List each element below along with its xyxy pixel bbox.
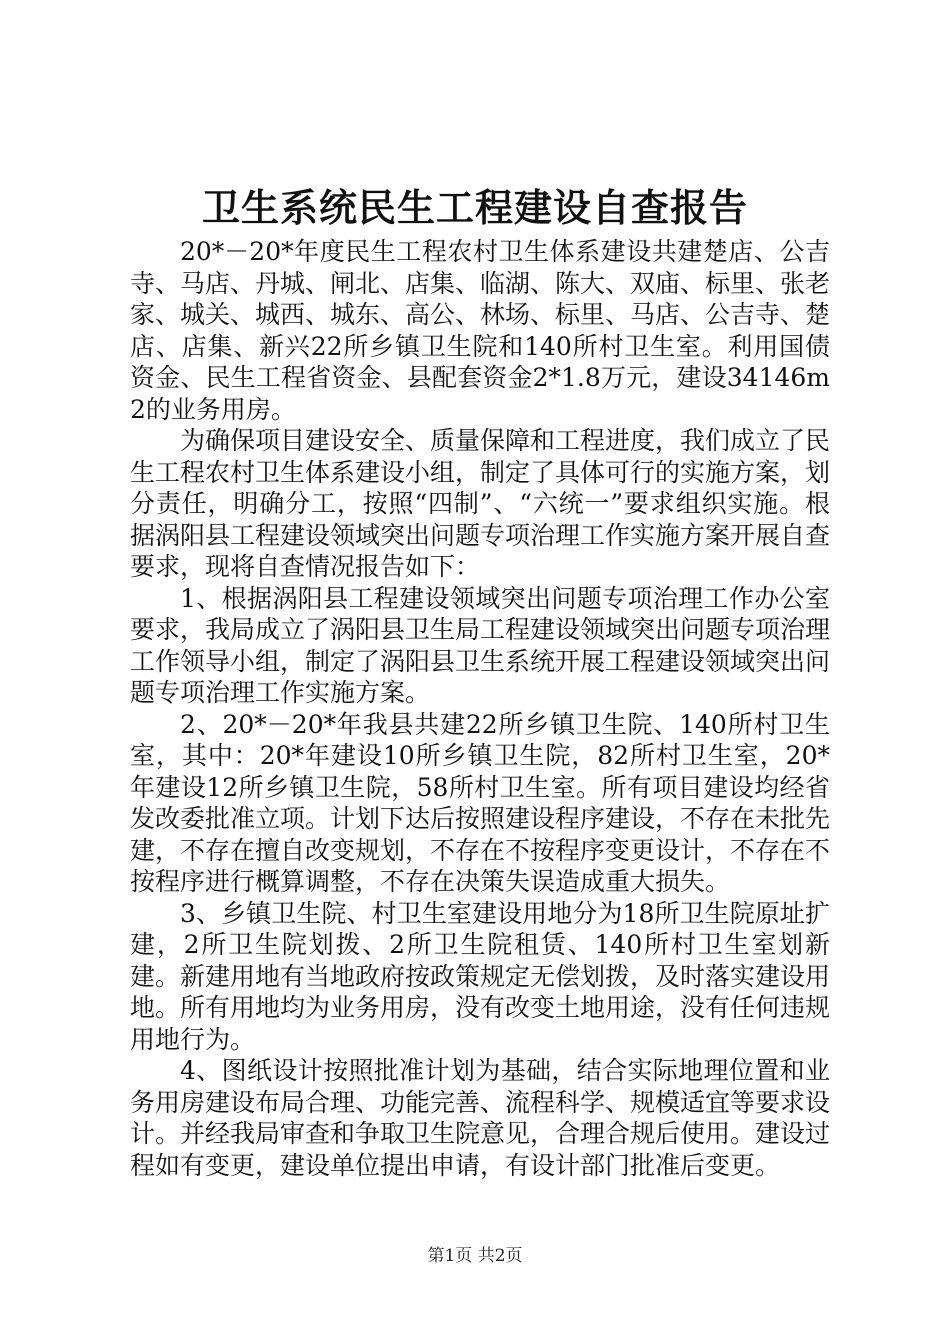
paragraph-intro: 20*－20*年度民生工程农村卫生体系建设共建楚店、公吉寺、马店、丹城、闸北、店集、临湖、陈大、双庙、标里、张老家、城关、城西、城东、高公、林场、标里、马店、公吉寺、楚店、店集、新兴22所乡镇卫生院和140所村卫生室。利用国债资金、民生工程省资金、县配套资金2*1.8万元，建设34146m2的业务用房。: [130, 237, 831, 424]
paragraph-item-3: 3、乡镇卫生院、村卫生室建设用地分为18所卫生院原址扩建，2所卫生院划拨、2所卫生院租赁、140所村卫生室划新建。新建用地有当地政府按政策规定无偿划拨，及时落实建设用地。所有用地均为业务用房，没有改变土地用途，没有任何违规用地行为。: [130, 898, 831, 1054]
paragraph-item-1: 1、根据涡阳县工程建设领域突出问题专项治理工作办公室要求，我局成立了涡阳县卫生局工程建设领域突出问题专项治理工作领导小组，制定了涡阳县卫生系统开展工程建设领域突出问题专项治理工作实施方案。: [130, 583, 831, 707]
paragraph-overview: 为确保项目建设安全、质量保障和工程进度，我们成立了民生工程农村卫生体系建设小组，制定了具体可行的实施方案，划分责任，明确分工，按照“四制”、“六统一”要求组织实施。根据涡阳县工程建设领域突出问题专项治理工作实施方案开展自查要求，现将自查情况报告如下：: [130, 426, 831, 581]
page-number-footer: 第1页 共2页: [427, 1246, 523, 1266]
paragraph-item-4: 4、图纸设计按照批准计划为基础，结合实际地理位置和业务用房建设布局合理、功能完善、流程科学、规模适宜等要求设计。并经我局审查和争取卫生院意见，合理合规后使用。建设过程如有变更，建设单位提出申请，有设计部门批准后变更。: [130, 1056, 831, 1180]
document-body: [130, 236, 830, 1181]
document-title: 卫生系统民生工程建设自查报告: [201, 185, 748, 230]
paragraph-item-2: 2、20*－20*年我县共建22所乡镇卫生院、140所村卫生室，其中：20*年建设10所乡镇卫生院，82所村卫生室，20*年建设12所乡镇卫生院，58所村卫生室。所有项目建设均经省发改委批准立项。计划下达后按照建设程序建设，不存在未批先建，不存在擅自改变规划，不存在不按程序变更设计，不存在不按程序进行概算调整，不存在决策失误造成重大损失。: [130, 709, 831, 896]
